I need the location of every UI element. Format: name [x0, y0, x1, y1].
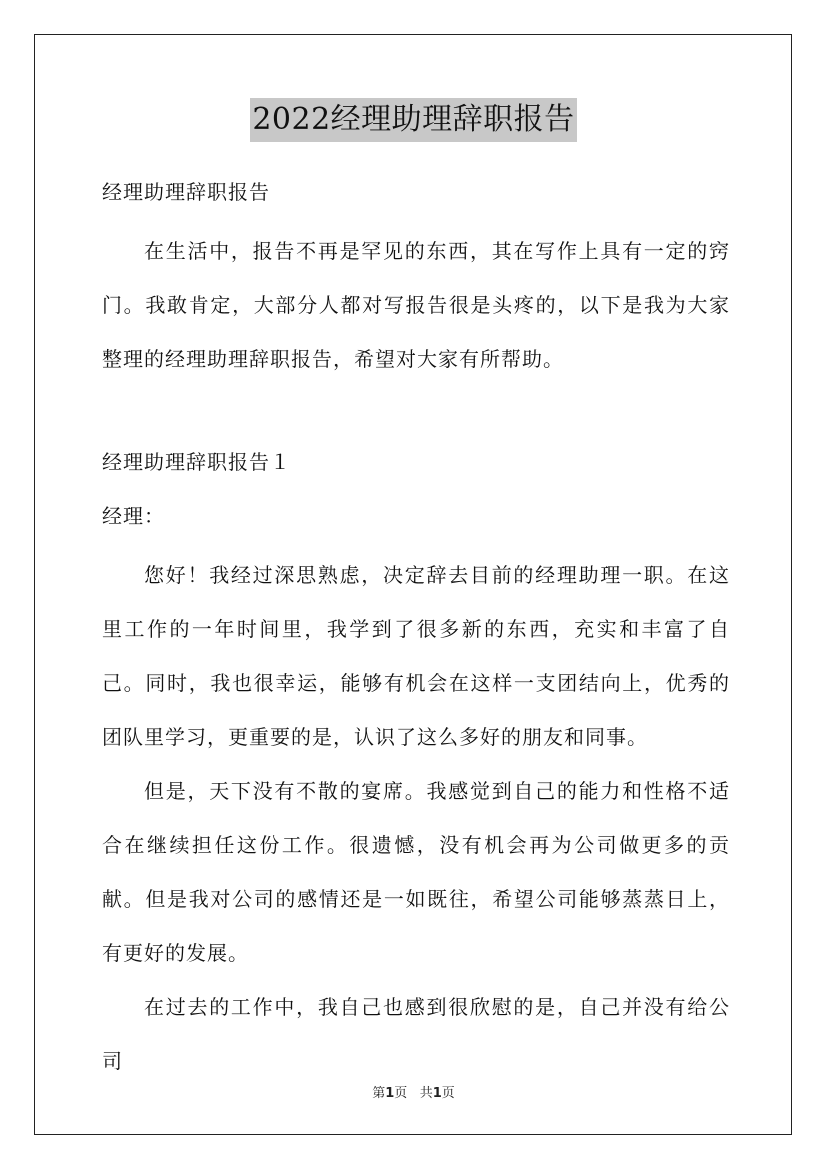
total-pages: 1	[432, 1086, 442, 1101]
section-gap	[102, 386, 730, 440]
document-subtitle: 经理助理辞职报告	[102, 180, 270, 204]
document-title: 2022经理助理辞职报告	[250, 98, 576, 142]
page-suffix: 页	[394, 1086, 408, 1101]
page-prefix: 第	[372, 1086, 386, 1101]
body-paragraph-2: 但是，天下没有不散的宴席。我感觉到自己的能力和性格不适合在继续担任这份工作。很遗憾，没有机会再为公司做更多的贡献。但是我对公司的感情还是一如既往，希望公司能够蒸蒸日上，有更好的发展。	[102, 779, 730, 965]
body-paragraph-3: 在过去的工作中，我自己也感到很欣慰的是，自己并没有给公司	[102, 995, 730, 1073]
total-suffix: 页	[441, 1086, 455, 1101]
body-paragraph-1: 您好！我经过深思熟虑，决定辞去目前的经理助理一职。在这里工作的一年时间里，我学到了很多新的东西，充实和丰富了自己。同时，我也很幸运，能够有机会在这样一支团结向上，优秀的团队里学习，更重要的是，认识了这么多好的朋友和同事。	[102, 563, 730, 749]
salutation: 经理：	[102, 504, 165, 528]
section-heading: 经理助理辞职报告１	[102, 450, 291, 474]
page-number: 1	[385, 1086, 395, 1101]
document-body	[102, 170, 730, 1088]
total-prefix: 共	[419, 1086, 433, 1101]
title-wrap	[0, 98, 827, 142]
page-footer	[0, 1082, 827, 1101]
intro-paragraph: 在生活中，报告不再是罕见的东西，其在写作上具有一定的窍门。我敢肯定，大部分人都对写报告很是头疼的，以下是我为大家整理的经理助理辞职报告，希望对大家有所帮助。	[102, 239, 730, 371]
